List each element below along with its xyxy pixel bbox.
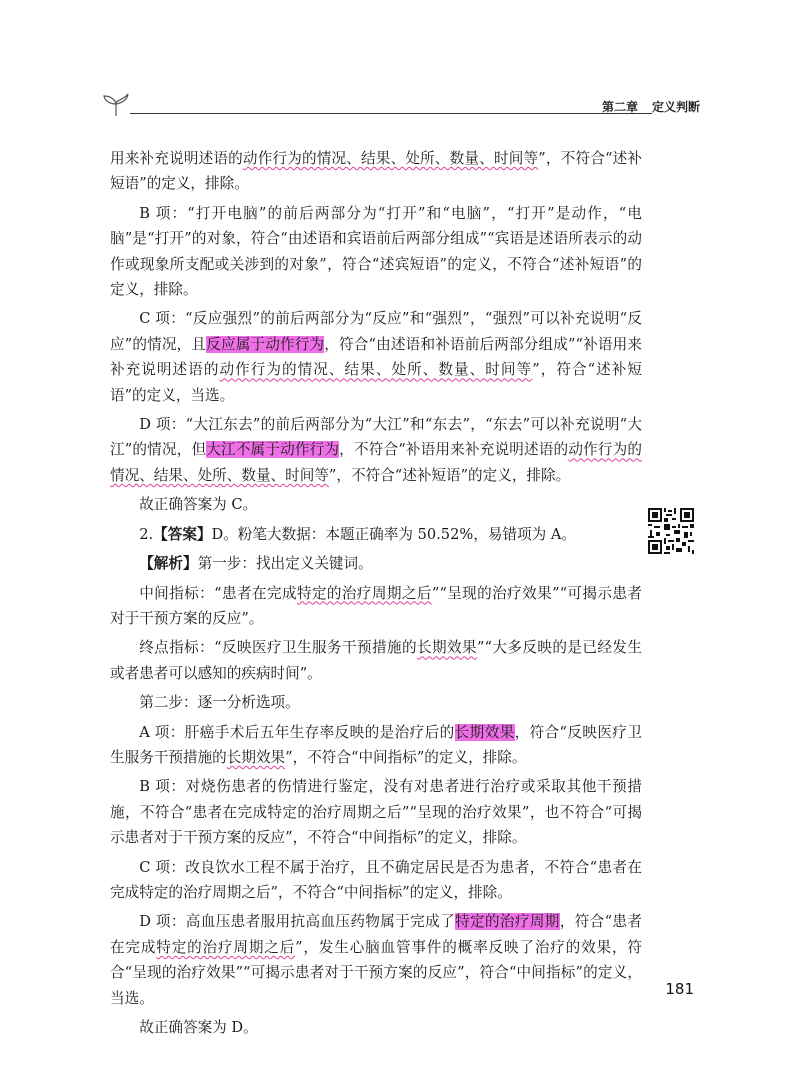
paragraph-option-d: D 项：“大江东去”的前后两部分为“大江”和“东去”，“东去”可以补充说明“大江”的情况，但大江不属于动作行为，不符合“补语用来补充说明述语的动作行为的情况、结果、处所、数量、时间等”，不符合“述补短语”的定义，排除。 (110, 416, 642, 484)
paragraph-analysis: 【解析】第一步：找出定义关键词。 (139, 555, 373, 573)
page-number: 181 (665, 980, 694, 998)
paragraph-option-c-2: C 项：改良饮水工程不属于治疗，且不确定居民是否为患者，不符合“患者在完成特定的治疗周期之后”，不符合“中间指标”的定义，排除。 (110, 858, 642, 901)
page-content (110, 146, 642, 1044)
highlight: 长期效果 (454, 723, 515, 741)
paragraph-option-b: B 项：“打开电脑”的前后两部分为“打开”和“电脑”，“打开”是动作，“电脑”是“打开”的对象，符合“由述语和宾语前后两部分组成”“宾语是述语所表示的动作或现象所支配或关涉到的对象”，符合“述宾短语”的定义，不符合“述补短语”的定义，排除。 (110, 204, 642, 299)
paragraph-step-two: 第二步：逐一分析选项。 (139, 694, 300, 712)
chapter-title (580, 98, 700, 120)
highlight: 反应属于动作行为 (206, 335, 325, 353)
paragraph-option-b-2: B 项：对烧伤患者的伤情进行鉴定，没有对患者进行治疗或采取其他干预措施，不符合“患者在完成特定的治疗周期之后”“呈现的治疗效果”，也不符合“可揭示患者对于干预方案的反应”，不符合“中间指标”的定义，排除。 (110, 778, 642, 847)
paragraph-answer-2: 2.【答案】D。粉笔大数据：本题正确率为 50.52%，易错项为 A。 (139, 525, 576, 543)
paragraph-answer-d: 故正确答案为 D。 (139, 1019, 258, 1036)
paragraph-option-c: C 项：“反应强烈”的前后两部分为“反应”和“强烈”，“强烈”可以补充说明“反应”的情况，且反应属于动作行为，符合“由述语和补语前后两部分组成”“补语用来补充说明述语的动作行为的情况、结果、处所、数量、时间等”，符合“述补短语”的定义，当选。 (110, 310, 642, 404)
paragraph-answer-c: 故正确答案为 C。 (139, 496, 258, 514)
paragraph-option-d-2: D 项：高血压患者服用抗高血压药物属于完成了特定的治疗周期，符合“患者在完成特定的治疗周期之后”，发生心脑血管事件的概率反映了治疗的效果，符合“呈现的治疗效果”“可揭示患者对于干预方案的反应”，符合“中间指标”的定义，当选。 (110, 913, 642, 1007)
chapter-section: 定义判断 (651, 100, 700, 114)
page-header (100, 92, 700, 122)
paragraph-option-a-2: A 项：肝癌手术后五年生存率反映的是治疗后的长期效果，符合“反映医疗卫生服务干预措施的长期效果”，不符合“中间指标”的定义，排除。 (110, 723, 642, 766)
highlight: 特定的治疗周期 (455, 913, 560, 931)
leaf-sprout-icon (100, 92, 132, 118)
paragraph-continuation: 用来补充说明述语的动作行为的情况、结果、处所、数量、时间等”，不符合“述补短语”的定义，排除。 (110, 150, 642, 193)
header-rule (130, 113, 652, 114)
qr-code-icon[interactable] (648, 508, 694, 554)
highlight: 大江不属于动作行为 (206, 441, 340, 459)
chapter-number: 第二章 (601, 100, 638, 114)
paragraph-intermediate-indicator: 中间指标：“患者在完成特定的治疗周期之后”“呈现的治疗效果”“可揭示患者对于干预方案的反应”。 (110, 584, 642, 627)
paragraph-endpoint-indicator: 终点指标：“反映医疗卫生服务干预措施的长期效果”“大多反映的是已经发生或者患者可以感知的疾病时间”。 (110, 639, 642, 682)
